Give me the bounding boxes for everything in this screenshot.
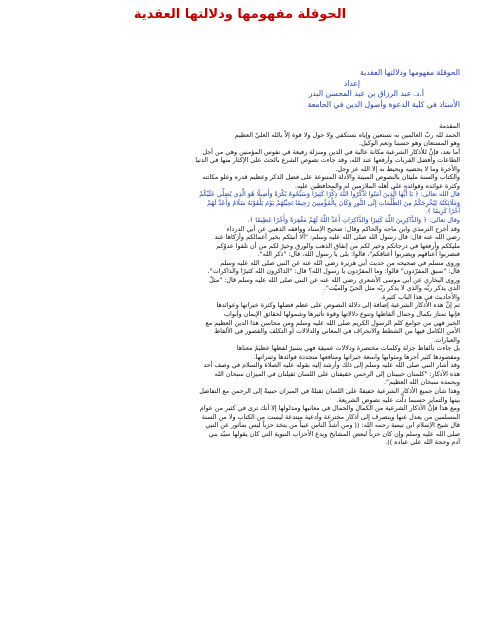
body-line: وبحمده سبحان الله العظيم". (384, 378, 460, 387)
body-line: وروى البخاري عن أبي موسى الأشعري رضي الله عنه عن النبي صلى الله عليه وسلم قال: "مثلُ (209, 275, 460, 284)
body-line: فتضربوا أعناقهم ويضربوا أعناقكم"، قالوا: بلى يا رسول الله، قال: "ذكر الله". (257, 250, 460, 259)
title-block (20, 68, 460, 110)
body-line: وقال تعالى: ﴿ وَالذَّاكِرِينَ اللَّهَ كَثِيرًا وَالذَّاكِرَاتِ أَعَدَّ اللَّهُ لَهُمْ مَغْفِرَةً وَأَجْرًا عَظِيمًا ﴾. (247, 216, 460, 225)
body-line: ومقصودها كثير أجرها ومثوابها واسعة خيراتها ومنافعها متجددة فوائدها وثمراتها. (253, 352, 460, 361)
author-name: أ.د. عبد الرزاق بن عبد المحسن البدر (308, 89, 424, 98)
body-line: هذه الأذكار: "كلمتان حبيبتان إلى الرحمن خفيفتان على اللسان ثقيلتان في الميزان سبحان الله (214, 369, 460, 378)
body-line: مليككم وأرفعها في درجاتكم وخير لكم من إنفاق الذهب والورق وخيرٌ لكم من أن تلقوا عدوّكم (216, 241, 460, 250)
body-line: الطاعات وأفضل القربات وأرفعها عند الله، وقد جاءت نصوص الشرع بالحث على الإكثار منها في الدنيا (195, 156, 460, 165)
body-line: أَجْرًا كَرِيمًا ﴾. (425, 207, 460, 216)
body-line: ثم إنَّ هذه الأذكار الشرعية إضافة إلى دلالة النصوص على عظم فضلها وكثرة خيراتها وعوائدها (216, 301, 460, 310)
body-line: والأحاديث في هذا الباب كثيرة. (380, 292, 460, 301)
body-line: قال شيخ الإسلام ابن تيمية رحمه الله: (( ومن أشدِّ الناس عيباً من يتخذ حزباً ليس بمأثور عن النبي (205, 421, 460, 430)
body-line: وقد أشار النبي صلى الله عليه وسلم إلى ذلك وأرشد إليه بقوله عليه الصلاة والسلام في وصف أحد (203, 361, 460, 370)
body-line: قال: "سبق المفرّدون" قالوا: وما المفرّدون يا رسول الله؟ قال: "الذاكرون الله كثيرًا والذاكرات". (207, 267, 460, 276)
document-page (20, 6, 460, 447)
body-line: وهذا شأن جميع الأذكار الشرعية خفيفةٌ على اللسان ثقيلةٌ في الميزان حبيبةٌ إلى الرحمن مع التفاضل (199, 386, 460, 395)
body-line: بينها والتمايز حسبما دلّت عليه نصوص الشريعة. (336, 395, 460, 404)
body-line: رضي الله عنه قال: قال رسول الله صلى الله عليه وسلم: "ألا أنبئكم بخير أعمالكم وأزكاها عند (214, 233, 460, 242)
body-line: والكتاب والسنة مليئان بالنصوص المبينة والأدلة المتنوعة على فضل الذكر وعظيم قدره وعلو مكانته (202, 173, 460, 182)
body-line: الذي يذكر ربّه والذي لا يذكر ربّه مثل الحيّ والميّت". (323, 284, 460, 293)
page-title: الحوقلة مفهومها ودلالتها العقدية (133, 7, 347, 22)
document-subtitle: الحوقلة مفهومها ودلالتها العقدية (360, 68, 460, 77)
body-line: وروى مسلم في صحيحه من حديث أبي هريرة رضي الله عنه عن النبي صلى الله عليه وسلم (220, 258, 460, 267)
body-line: ومع هذا فإنَّ الأذكار الشرعية من الكمال والجمال في معانيها ومدلولها إلا أنك ترى في كثير من عوام (199, 404, 460, 413)
body-line: وَمَلَائِكَتُهُ لِيُخْرِجَكُمْ مِنَ الظُّلُمَاتِ إِلَى النُّورِ وَكَانَ بِالْمُؤْمِنِينَ رَحِيمًا تَحِيَّتُهُمْ يَوْمَ يَلْقَوْنَهُ سَلَامٌ وَأَعَدَّ لَهُمْ (207, 198, 460, 207)
body-line: وقد أخرج الترمذي وابن ماجه والحاكم وقال: صحيح الإسناد ووافقه الذهبي عن أبي الدرداء (226, 224, 460, 233)
body-line: بل جاءت بألفاظ جزلة وكلمات مختصرة ودلالات عميقة فهي يسيرٌ لفظها عظيمٌ معناها (236, 344, 460, 353)
body-line: وهو المستعان وهو حسبنا ونعم الوكيل. (359, 139, 460, 148)
body-line: والعبارات. (433, 335, 460, 344)
body-line: فإنها تمتاز بكمال وجمال ألفاظها وتنوع دلالاتها وقوة تأثيرها وشمولها لحقائق الإيمان وأبواب (224, 310, 460, 319)
body-line: الأمن الكامل فيها من الشطط والانحراف في المعاني والدلالات أو التكلف والقصور في الألفاظ (214, 327, 460, 336)
body-line: صلى الله عليه وسلم وإن كان حزباً لبعض المشايخ ويدع الأحزاب النبوية التي كان يقولها سيّد بني (208, 429, 460, 438)
author-affiliation: الأستاذ في كلية الدعوة وأصول الدين في الجامعة (307, 99, 460, 109)
document-body (20, 122, 460, 447)
body-line: قال الله تعالى: ﴿ يَا أَيُّهَا الَّذِينَ آمَنُوا اذْكُرُوا اللَّهَ ذِكْرًا كَثِيرًا وَسَبِّحُوهُ بُكْرَةً وَأَصِيلًا هُوَ الَّذِي يُصَلِّي عَلَيْكُمْ (199, 190, 460, 199)
prepared-by-label: إعداد (343, 78, 360, 88)
body-line: وكثرة عوائده وفوائده على أهله الملازمين له والمحافظين عليه. (294, 181, 460, 190)
body-line: الخير فهي من جوامع كلم الرسول الكريم صلى الله عليه وسلم ومن محاسن هذا الدين العظيم مع (205, 318, 460, 327)
intro-heading: المقدمة (439, 122, 460, 130)
body-line: أما بعد، فإنَّ للأذكار الشرعية مكانة عالية في الدين ومنزلة رفيعة في نفوس المؤمنين وهي من أجل (202, 147, 460, 156)
body-line: والآخرة وما لا يحصيه ويحيط به إلا الله عز وجل. (335, 164, 460, 173)
body-line: المسلمين من يعدل عنها وينصرف إلى أذكار مخترعة وأدعية مبتدعة ليست من الكتاب ولا من السنة (201, 412, 460, 421)
body-line: الحمد لله ربّ العالمين به نستعين وإياه نستكفي ولا حول ولا قوة إلاّ بالله العليّ العظيم (234, 130, 460, 139)
body-line: آدم وحجة الله على عباده )). (385, 438, 460, 447)
body-lines (20, 131, 460, 447)
